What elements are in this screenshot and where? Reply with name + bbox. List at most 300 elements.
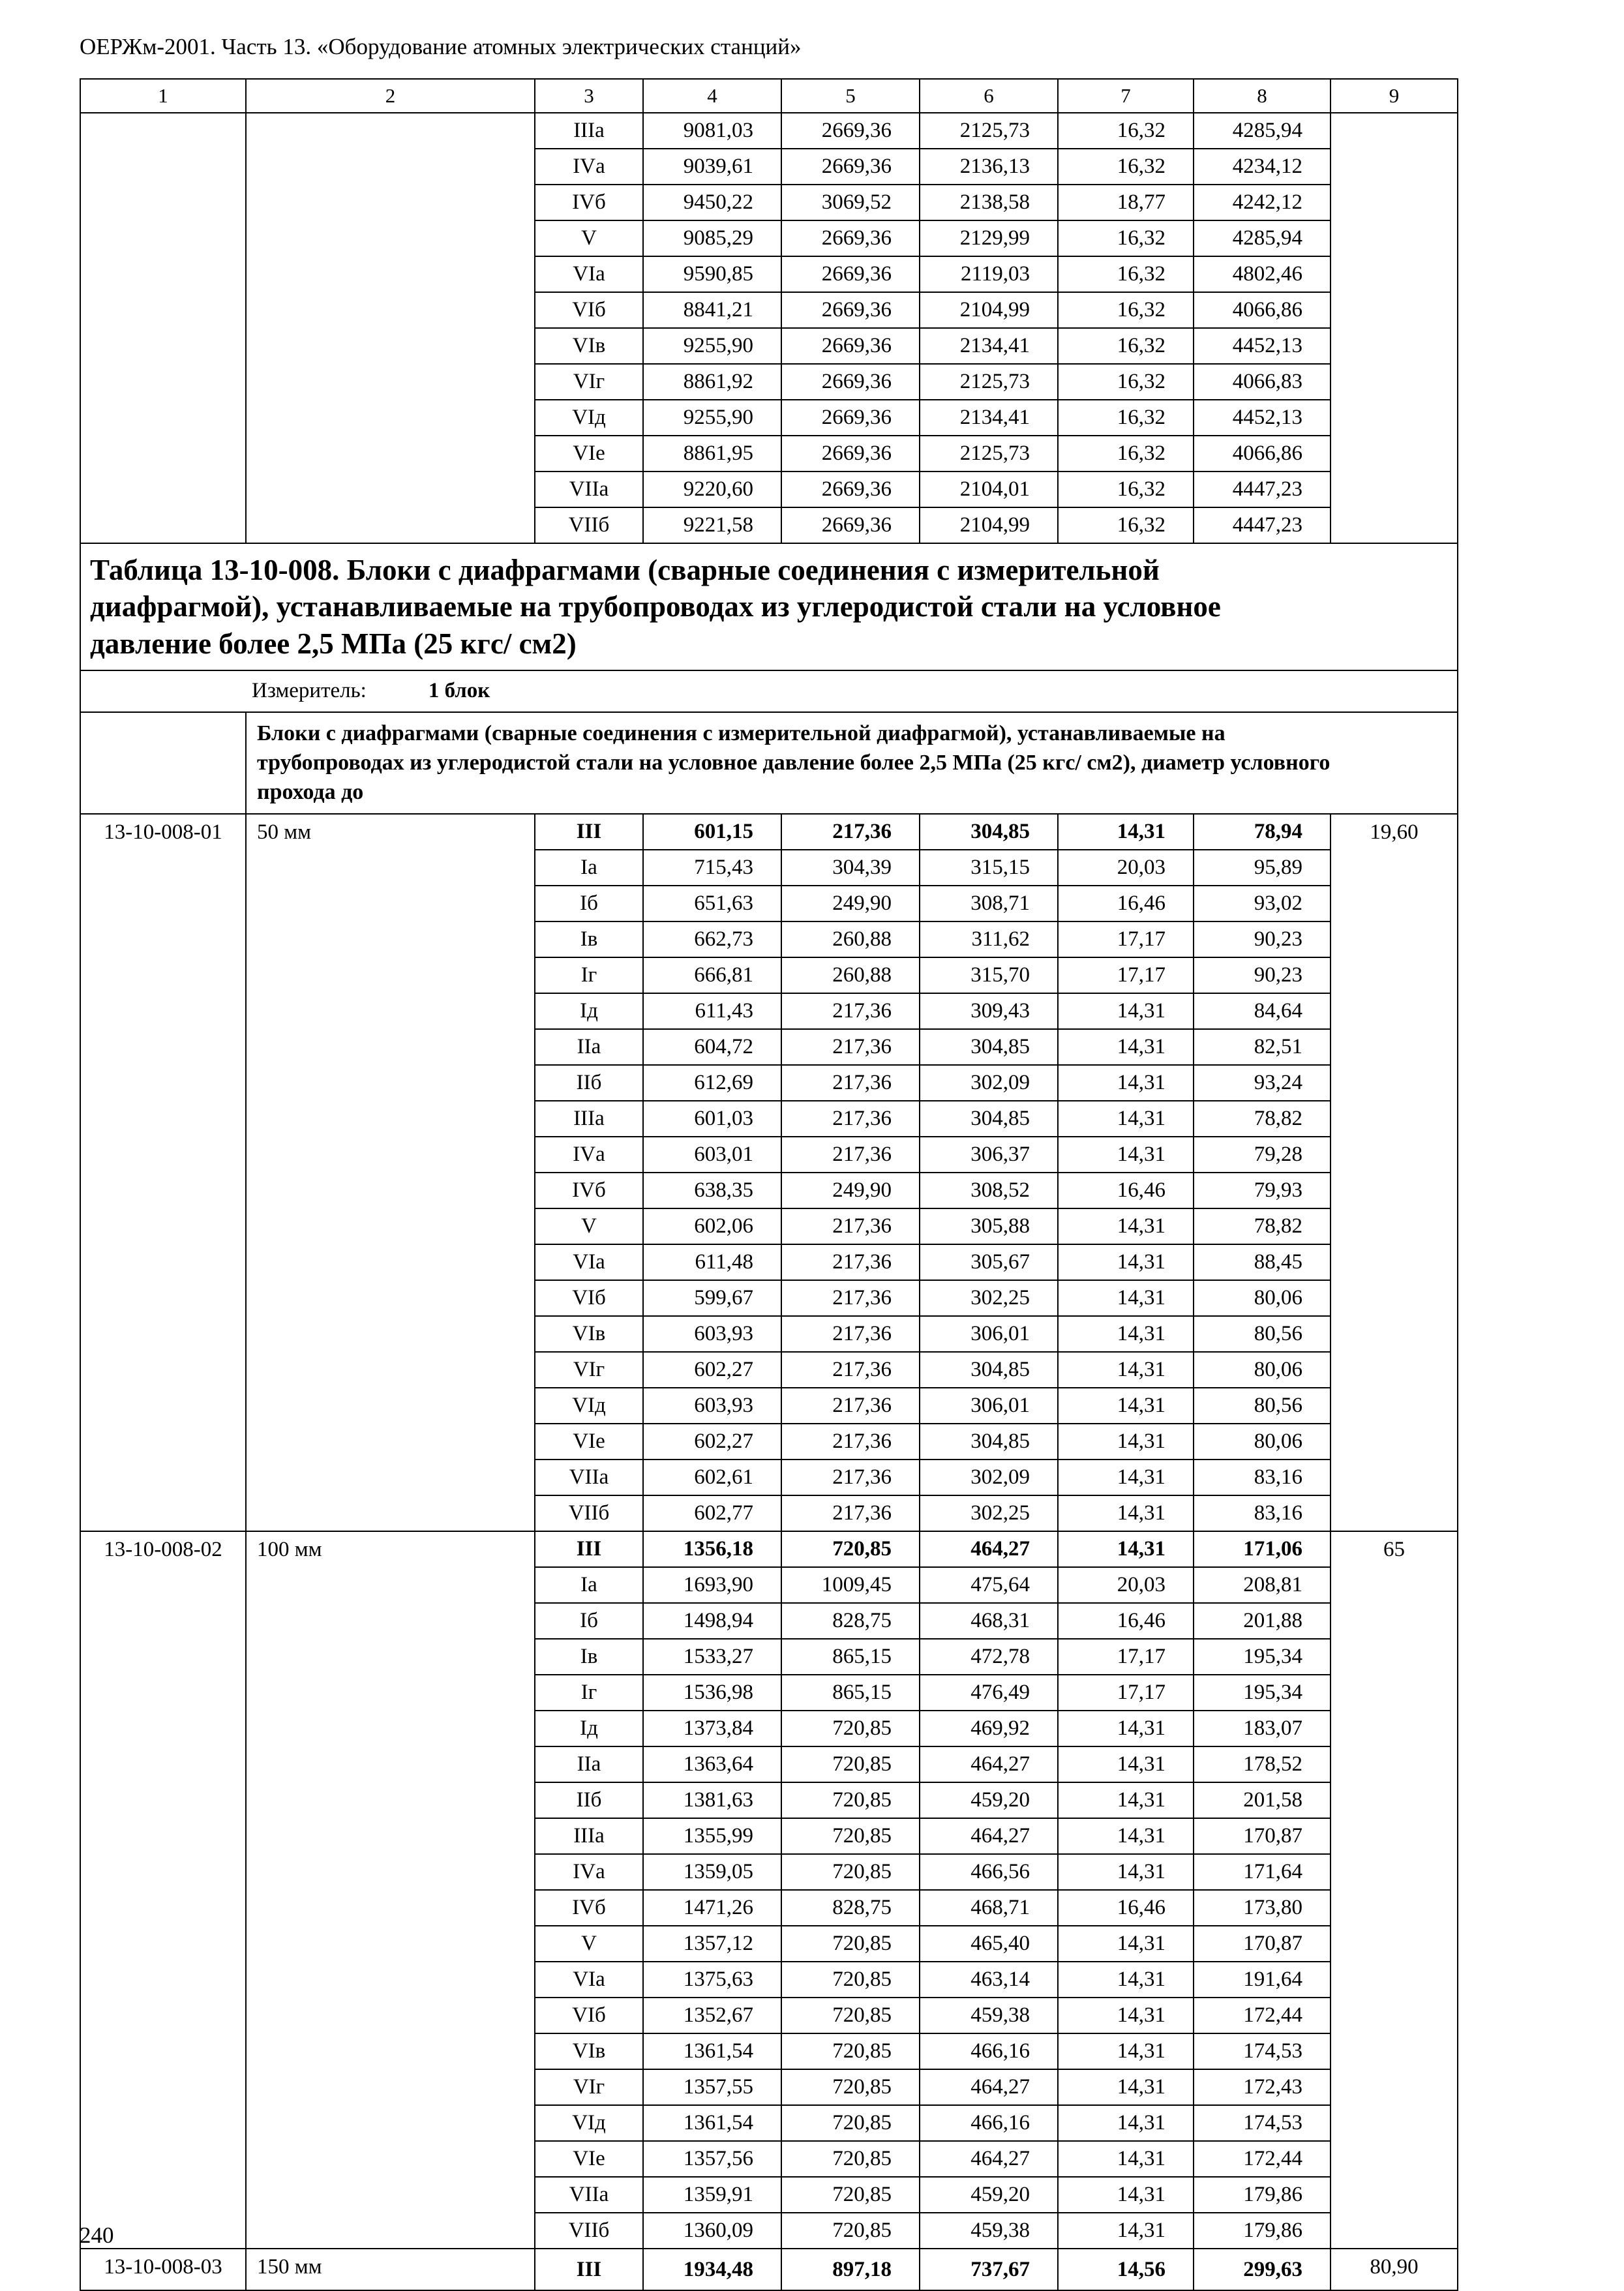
value-cell: 217,36 xyxy=(781,1029,920,1065)
value-cell: 304,85 xyxy=(920,1029,1058,1065)
category-cell: Iд xyxy=(535,1711,643,1746)
value-cell: 14,31 xyxy=(1058,1316,1194,1352)
value-cell: 217,36 xyxy=(781,1424,920,1460)
value-cell: 179,86 xyxy=(1194,2177,1331,2213)
value-cell: 459,20 xyxy=(920,1782,1058,1818)
measure-cell xyxy=(80,670,1458,712)
value-cell: 4802,46 xyxy=(1194,256,1331,292)
value-cell: 666,81 xyxy=(643,957,781,993)
norm-cell: 80,90 xyxy=(1331,2249,1458,2290)
column-number: 8 xyxy=(1194,79,1331,113)
category-cell: VIIб xyxy=(535,2213,643,2249)
value-cell: 305,67 xyxy=(920,1244,1058,1280)
category-cell: VIв xyxy=(535,2033,643,2069)
value-cell: 464,27 xyxy=(920,2141,1058,2177)
value-cell: 84,64 xyxy=(1194,993,1331,1029)
category-cell: IIIа xyxy=(535,1818,643,1854)
value-cell: 83,16 xyxy=(1194,1460,1331,1495)
value-cell: 4066,83 xyxy=(1194,364,1331,400)
value-cell: 14,31 xyxy=(1058,814,1194,850)
value-cell: 2669,36 xyxy=(781,436,920,472)
value-cell: 14,31 xyxy=(1058,1280,1194,1316)
value-cell: 302,25 xyxy=(920,1280,1058,1316)
category-cell: VIг xyxy=(535,2069,643,2105)
value-cell: 828,75 xyxy=(781,1890,920,1926)
value-cell: 2669,36 xyxy=(781,472,920,507)
value-cell: 464,27 xyxy=(920,1818,1058,1854)
value-cell: 17,17 xyxy=(1058,957,1194,993)
value-cell: 174,53 xyxy=(1194,2033,1331,2069)
value-cell: 16,32 xyxy=(1058,507,1194,543)
value-cell: 611,43 xyxy=(643,993,781,1029)
value-cell: 2125,73 xyxy=(920,364,1058,400)
category-cell: VIб xyxy=(535,292,643,328)
value-cell: 4452,13 xyxy=(1194,400,1331,436)
value-cell: 304,85 xyxy=(920,1424,1058,1460)
category-cell: Iв xyxy=(535,1639,643,1675)
value-cell: 2669,36 xyxy=(781,292,920,328)
value-cell: 195,34 xyxy=(1194,1639,1331,1675)
value-cell: 2136,13 xyxy=(920,149,1058,185)
value-cell: 170,87 xyxy=(1194,1818,1331,1854)
category-cell: VIIа xyxy=(535,2177,643,2213)
column-number: 3 xyxy=(535,79,643,113)
value-cell: 720,85 xyxy=(781,2141,920,2177)
value-cell: 2669,36 xyxy=(781,256,920,292)
value-cell: 720,85 xyxy=(781,1746,920,1782)
category-cell: VIв xyxy=(535,328,643,364)
value-cell: 16,46 xyxy=(1058,1173,1194,1208)
category-cell: IVа xyxy=(535,149,643,185)
value-cell: 737,67 xyxy=(920,2249,1058,2290)
value-cell: 14,31 xyxy=(1058,1962,1194,1998)
value-cell: 191,64 xyxy=(1194,1962,1331,1998)
category-cell: Iб xyxy=(535,886,643,921)
table-title-row xyxy=(80,543,1458,670)
value-cell: 208,81 xyxy=(1194,1567,1331,1603)
value-cell: 217,36 xyxy=(781,1101,920,1137)
value-cell: 172,44 xyxy=(1194,2141,1331,2177)
value-cell: 173,80 xyxy=(1194,1890,1331,1926)
category-cell: III xyxy=(535,1531,643,1567)
value-cell: 217,36 xyxy=(781,1460,920,1495)
value-cell: 16,32 xyxy=(1058,292,1194,328)
category-cell: V xyxy=(535,220,643,256)
value-cell: 80,56 xyxy=(1194,1316,1331,1352)
value-cell: 14,56 xyxy=(1058,2249,1194,2290)
value-cell: 459,20 xyxy=(920,2177,1058,2213)
column-number: 9 xyxy=(1331,79,1458,113)
value-cell: 602,27 xyxy=(643,1352,781,1388)
value-cell: 1693,90 xyxy=(643,1567,781,1603)
value-cell: 1361,54 xyxy=(643,2105,781,2141)
value-cell: 865,15 xyxy=(781,1675,920,1711)
value-cell: 602,77 xyxy=(643,1495,781,1531)
category-cell: III xyxy=(535,2249,643,2290)
value-cell: 603,93 xyxy=(643,1388,781,1424)
empty-code-cell xyxy=(80,712,246,815)
value-cell: 217,36 xyxy=(781,1208,920,1244)
value-cell: 715,43 xyxy=(643,850,781,886)
value-cell: 260,88 xyxy=(781,921,920,957)
value-cell: 299,63 xyxy=(1194,2249,1331,2290)
value-cell: 178,52 xyxy=(1194,1746,1331,1782)
category-cell: VIе xyxy=(535,436,643,472)
value-cell: 603,01 xyxy=(643,1137,781,1173)
value-cell: 651,63 xyxy=(643,886,781,921)
column-number: 5 xyxy=(781,79,920,113)
value-cell: 1498,94 xyxy=(643,1603,781,1639)
value-cell: 308,71 xyxy=(920,886,1058,921)
value-cell: 16,32 xyxy=(1058,400,1194,436)
value-cell: 2129,99 xyxy=(920,220,1058,256)
value-cell: 306,01 xyxy=(920,1388,1058,1424)
measure-row xyxy=(80,670,1458,712)
category-cell: VIд xyxy=(535,1388,643,1424)
measure-label: Измеритель: xyxy=(252,679,367,703)
cost-table xyxy=(80,78,1458,2291)
value-cell: 464,27 xyxy=(920,1746,1058,1782)
value-cell: 9039,61 xyxy=(643,149,781,185)
value-cell: 2669,36 xyxy=(781,113,920,149)
column-number: 2 xyxy=(246,79,535,113)
value-cell: 304,85 xyxy=(920,814,1058,850)
value-cell: 602,27 xyxy=(643,1424,781,1460)
category-cell: VIIа xyxy=(535,1460,643,1495)
value-cell: 17,17 xyxy=(1058,921,1194,957)
value-cell: 2104,99 xyxy=(920,292,1058,328)
value-cell: 1352,67 xyxy=(643,1998,781,2033)
value-cell: 720,85 xyxy=(781,2033,920,2069)
value-cell: 95,89 xyxy=(1194,850,1331,886)
description-row xyxy=(80,712,1458,815)
value-cell: 464,27 xyxy=(920,1531,1058,1567)
value-cell: 2669,36 xyxy=(781,364,920,400)
value-cell: 90,23 xyxy=(1194,921,1331,957)
value-cell: 599,67 xyxy=(643,1280,781,1316)
value-cell: 2138,58 xyxy=(920,185,1058,220)
norm-cell: 19,60 xyxy=(1331,814,1458,1531)
value-cell: 720,85 xyxy=(781,1998,920,2033)
value-cell: 8861,95 xyxy=(643,436,781,472)
value-cell: 1381,63 xyxy=(643,1782,781,1818)
value-cell: 14,31 xyxy=(1058,1137,1194,1173)
category-cell: III xyxy=(535,814,643,850)
value-cell: 172,44 xyxy=(1194,1998,1331,2033)
table-description: Блоки с диафрагмами (сварные соединения с измерительной диафрагмой), устанавливаемые на трубопроводах из углеродистой стали на условное давление более 2,5 МПа (25 кгс/ см2), диаметр условного прохода до xyxy=(246,712,1458,815)
category-cell: VIд xyxy=(535,400,643,436)
category-cell: IIб xyxy=(535,1782,643,1818)
value-cell: 14,31 xyxy=(1058,1746,1194,1782)
value-cell: 466,56 xyxy=(920,1854,1058,1890)
value-cell: 720,85 xyxy=(781,2177,920,2213)
category-cell: IVб xyxy=(535,1890,643,1926)
value-cell: 16,32 xyxy=(1058,220,1194,256)
empty-norm-cell xyxy=(1331,113,1458,543)
value-cell: 14,31 xyxy=(1058,1244,1194,1280)
category-cell: VIг xyxy=(535,1352,643,1388)
category-cell: Iа xyxy=(535,1567,643,1603)
value-cell: 302,09 xyxy=(920,1460,1058,1495)
value-cell: 83,16 xyxy=(1194,1495,1331,1531)
value-cell: 174,53 xyxy=(1194,2105,1331,2141)
value-cell: 217,36 xyxy=(781,993,920,1029)
value-cell: 466,16 xyxy=(920,2105,1058,2141)
value-cell: 308,52 xyxy=(920,1173,1058,1208)
table-row xyxy=(80,814,1458,850)
value-cell: 14,31 xyxy=(1058,2141,1194,2177)
value-cell: 4447,23 xyxy=(1194,472,1331,507)
value-cell: 468,71 xyxy=(920,1890,1058,1926)
document-header: ОЕРЖм-2001. Часть 13. «Оборудование атомных электрических станций» xyxy=(80,34,802,59)
value-cell: 720,85 xyxy=(781,1854,920,1890)
value-cell: 14,31 xyxy=(1058,2069,1194,2105)
category-cell: VIб xyxy=(535,1998,643,2033)
value-cell: 79,28 xyxy=(1194,1137,1331,1173)
value-cell: 611,48 xyxy=(643,1244,781,1280)
value-cell: 78,82 xyxy=(1194,1208,1331,1244)
value-cell: 306,01 xyxy=(920,1316,1058,1352)
value-cell: 14,31 xyxy=(1058,2033,1194,2069)
value-cell: 9220,60 xyxy=(643,472,781,507)
value-cell: 9255,90 xyxy=(643,400,781,436)
value-cell: 465,40 xyxy=(920,1926,1058,1962)
value-cell: 309,43 xyxy=(920,993,1058,1029)
value-cell: 463,14 xyxy=(920,1962,1058,1998)
value-cell: 16,32 xyxy=(1058,149,1194,185)
value-cell: 601,03 xyxy=(643,1101,781,1137)
value-cell: 14,31 xyxy=(1058,1424,1194,1460)
value-cell: 93,24 xyxy=(1194,1065,1331,1101)
value-cell: 604,72 xyxy=(643,1029,781,1065)
value-cell: 1355,99 xyxy=(643,1818,781,1854)
value-cell: 304,85 xyxy=(920,1352,1058,1388)
value-cell: 8861,92 xyxy=(643,364,781,400)
value-cell: 459,38 xyxy=(920,2213,1058,2249)
category-cell: Iа xyxy=(535,850,643,886)
value-cell: 14,31 xyxy=(1058,1029,1194,1065)
category-cell: Iг xyxy=(535,957,643,993)
category-cell: VIв xyxy=(535,1316,643,1352)
value-cell: 217,36 xyxy=(781,1065,920,1101)
value-cell: 14,31 xyxy=(1058,1711,1194,1746)
value-cell: 1361,54 xyxy=(643,2033,781,2069)
value-cell: 88,45 xyxy=(1194,1244,1331,1280)
category-cell: Iг xyxy=(535,1675,643,1711)
value-cell: 14,31 xyxy=(1058,2213,1194,2249)
value-cell: 249,90 xyxy=(781,1173,920,1208)
value-cell: 1359,91 xyxy=(643,2177,781,2213)
value-cell: 260,88 xyxy=(781,957,920,993)
value-cell: 4242,12 xyxy=(1194,185,1331,220)
column-number: 1 xyxy=(80,79,246,113)
value-cell: 179,86 xyxy=(1194,2213,1331,2249)
value-cell: 2669,36 xyxy=(781,328,920,364)
code-cell: 13-10-008-03 xyxy=(80,2249,246,2290)
value-cell: 306,37 xyxy=(920,1137,1058,1173)
value-cell: 78,82 xyxy=(1194,1101,1331,1137)
value-cell: 720,85 xyxy=(781,1531,920,1567)
value-cell: 612,69 xyxy=(643,1065,781,1101)
value-cell: 14,31 xyxy=(1058,1495,1194,1531)
value-cell: 170,87 xyxy=(1194,1926,1331,1962)
value-cell: 217,36 xyxy=(781,1352,920,1388)
norm-cell: 65 xyxy=(1331,1531,1458,2249)
value-cell: 897,18 xyxy=(781,2249,920,2290)
value-cell: 2104,99 xyxy=(920,507,1058,543)
value-cell: 9255,90 xyxy=(643,328,781,364)
value-cell: 472,78 xyxy=(920,1639,1058,1675)
value-cell: 2669,36 xyxy=(781,400,920,436)
value-cell: 1533,27 xyxy=(643,1639,781,1675)
cost-table-body xyxy=(80,79,1458,2290)
value-cell: 217,36 xyxy=(781,1388,920,1424)
value-cell: 2125,73 xyxy=(920,113,1058,149)
value-cell: 9081,03 xyxy=(643,113,781,149)
value-cell: 80,56 xyxy=(1194,1388,1331,1424)
value-cell: 16,32 xyxy=(1058,328,1194,364)
value-cell: 311,62 xyxy=(920,921,1058,957)
category-cell: V xyxy=(535,1926,643,1962)
value-cell: 172,43 xyxy=(1194,2069,1331,2105)
value-cell: 4285,94 xyxy=(1194,113,1331,149)
value-cell: 304,85 xyxy=(920,1101,1058,1137)
value-cell: 249,90 xyxy=(781,886,920,921)
value-cell: 638,35 xyxy=(643,1173,781,1208)
value-cell: 80,06 xyxy=(1194,1424,1331,1460)
value-cell: 476,49 xyxy=(920,1675,1058,1711)
value-cell: 217,36 xyxy=(781,1280,920,1316)
value-cell: 14,31 xyxy=(1058,2177,1194,2213)
value-cell: 720,85 xyxy=(781,2069,920,2105)
empty-size-cell xyxy=(246,113,535,543)
value-cell: 601,15 xyxy=(643,814,781,850)
category-cell: VIа xyxy=(535,1244,643,1280)
value-cell: 16,32 xyxy=(1058,113,1194,149)
value-cell: 475,64 xyxy=(920,1567,1058,1603)
value-cell: 93,02 xyxy=(1194,886,1331,921)
value-cell: 90,23 xyxy=(1194,957,1331,993)
value-cell: 315,15 xyxy=(920,850,1058,886)
category-cell: IIIа xyxy=(535,1101,643,1137)
value-cell: 79,93 xyxy=(1194,1173,1331,1208)
value-cell: 315,70 xyxy=(920,957,1058,993)
value-cell: 4066,86 xyxy=(1194,436,1331,472)
value-cell: 865,15 xyxy=(781,1639,920,1675)
value-cell: 14,31 xyxy=(1058,1460,1194,1495)
value-cell: 217,36 xyxy=(781,1495,920,1531)
value-cell: 1934,48 xyxy=(643,2249,781,2290)
value-cell: 720,85 xyxy=(781,1711,920,1746)
category-cell: IVа xyxy=(535,1854,643,1890)
value-cell: 9450,22 xyxy=(643,185,781,220)
value-cell: 4447,23 xyxy=(1194,507,1331,543)
page-number: 240 xyxy=(80,2223,114,2248)
value-cell: 14,31 xyxy=(1058,1388,1194,1424)
category-cell: VIд xyxy=(535,2105,643,2141)
value-cell: 4452,13 xyxy=(1194,328,1331,364)
value-cell: 1536,98 xyxy=(643,1675,781,1711)
category-cell: VIг xyxy=(535,364,643,400)
value-cell: 3069,52 xyxy=(781,185,920,220)
value-cell: 1357,55 xyxy=(643,2069,781,2105)
value-cell: 4066,86 xyxy=(1194,292,1331,328)
value-cell: 16,32 xyxy=(1058,472,1194,507)
column-number: 4 xyxy=(643,79,781,113)
category-cell: VIIа xyxy=(535,472,643,507)
value-cell: 9590,85 xyxy=(643,256,781,292)
table-title: Таблица 13-10-008. Блоки с диафрагмами (сварные соединения с измерительной диафрагмой), устанавливаемые на трубопроводах из углеродистой стали на условное давление более 2,5 МПа (25 кгс/ см2) xyxy=(80,543,1458,670)
value-cell: 217,36 xyxy=(781,1137,920,1173)
value-cell: 195,34 xyxy=(1194,1675,1331,1711)
table-row xyxy=(80,2249,1458,2290)
value-cell: 16,46 xyxy=(1058,1890,1194,1926)
value-cell: 2669,36 xyxy=(781,149,920,185)
value-cell: 18,77 xyxy=(1058,185,1194,220)
category-cell: Iв xyxy=(535,921,643,957)
value-cell: 9085,29 xyxy=(643,220,781,256)
table-row xyxy=(80,1531,1458,1567)
value-cell: 217,36 xyxy=(781,1244,920,1280)
value-cell: 720,85 xyxy=(781,1782,920,1818)
value-cell: 14,31 xyxy=(1058,1818,1194,1854)
category-cell: VIе xyxy=(535,1424,643,1460)
code-cell: 13-10-008-02 xyxy=(80,1531,246,2249)
value-cell: 17,17 xyxy=(1058,1639,1194,1675)
value-cell: 17,17 xyxy=(1058,1675,1194,1711)
value-cell: 466,16 xyxy=(920,2033,1058,2069)
value-cell: 14,31 xyxy=(1058,1208,1194,1244)
category-cell: IIа xyxy=(535,1746,643,1782)
code-cell: 13-10-008-01 xyxy=(80,814,246,1531)
column-number: 6 xyxy=(920,79,1058,113)
value-cell: 14,31 xyxy=(1058,2105,1194,2141)
category-cell: IVб xyxy=(535,185,643,220)
value-cell: 20,03 xyxy=(1058,1567,1194,1603)
value-cell: 828,75 xyxy=(781,1603,920,1639)
size-cell: 100 мм xyxy=(246,1531,535,2249)
value-cell: 602,06 xyxy=(643,1208,781,1244)
value-cell: 82,51 xyxy=(1194,1029,1331,1065)
value-cell: 14,31 xyxy=(1058,1101,1194,1137)
value-cell: 14,31 xyxy=(1058,1926,1194,1962)
category-cell: IVб xyxy=(535,1173,643,1208)
value-cell: 16,46 xyxy=(1058,1603,1194,1639)
value-cell: 8841,21 xyxy=(643,292,781,328)
value-cell: 464,27 xyxy=(920,2069,1058,2105)
value-cell: 217,36 xyxy=(781,814,920,850)
value-cell: 80,06 xyxy=(1194,1280,1331,1316)
category-cell: IIIа xyxy=(535,113,643,149)
value-cell: 720,85 xyxy=(781,2213,920,2249)
value-cell: 2104,01 xyxy=(920,472,1058,507)
value-cell: 201,58 xyxy=(1194,1782,1331,1818)
category-cell: IVа xyxy=(535,1137,643,1173)
category-cell: VIIб xyxy=(535,1495,643,1531)
value-cell: 302,09 xyxy=(920,1065,1058,1101)
category-cell: VIе xyxy=(535,2141,643,2177)
value-cell: 14,31 xyxy=(1058,1352,1194,1388)
value-cell: 1373,84 xyxy=(643,1711,781,1746)
category-cell: VIб xyxy=(535,1280,643,1316)
value-cell: 16,32 xyxy=(1058,256,1194,292)
value-cell: 2125,73 xyxy=(920,436,1058,472)
value-cell: 4234,12 xyxy=(1194,149,1331,185)
value-cell: 1375,63 xyxy=(643,1962,781,1998)
value-cell: 1359,05 xyxy=(643,1854,781,1890)
value-cell: 217,36 xyxy=(781,1316,920,1352)
size-cell: 150 мм xyxy=(246,2249,535,2290)
